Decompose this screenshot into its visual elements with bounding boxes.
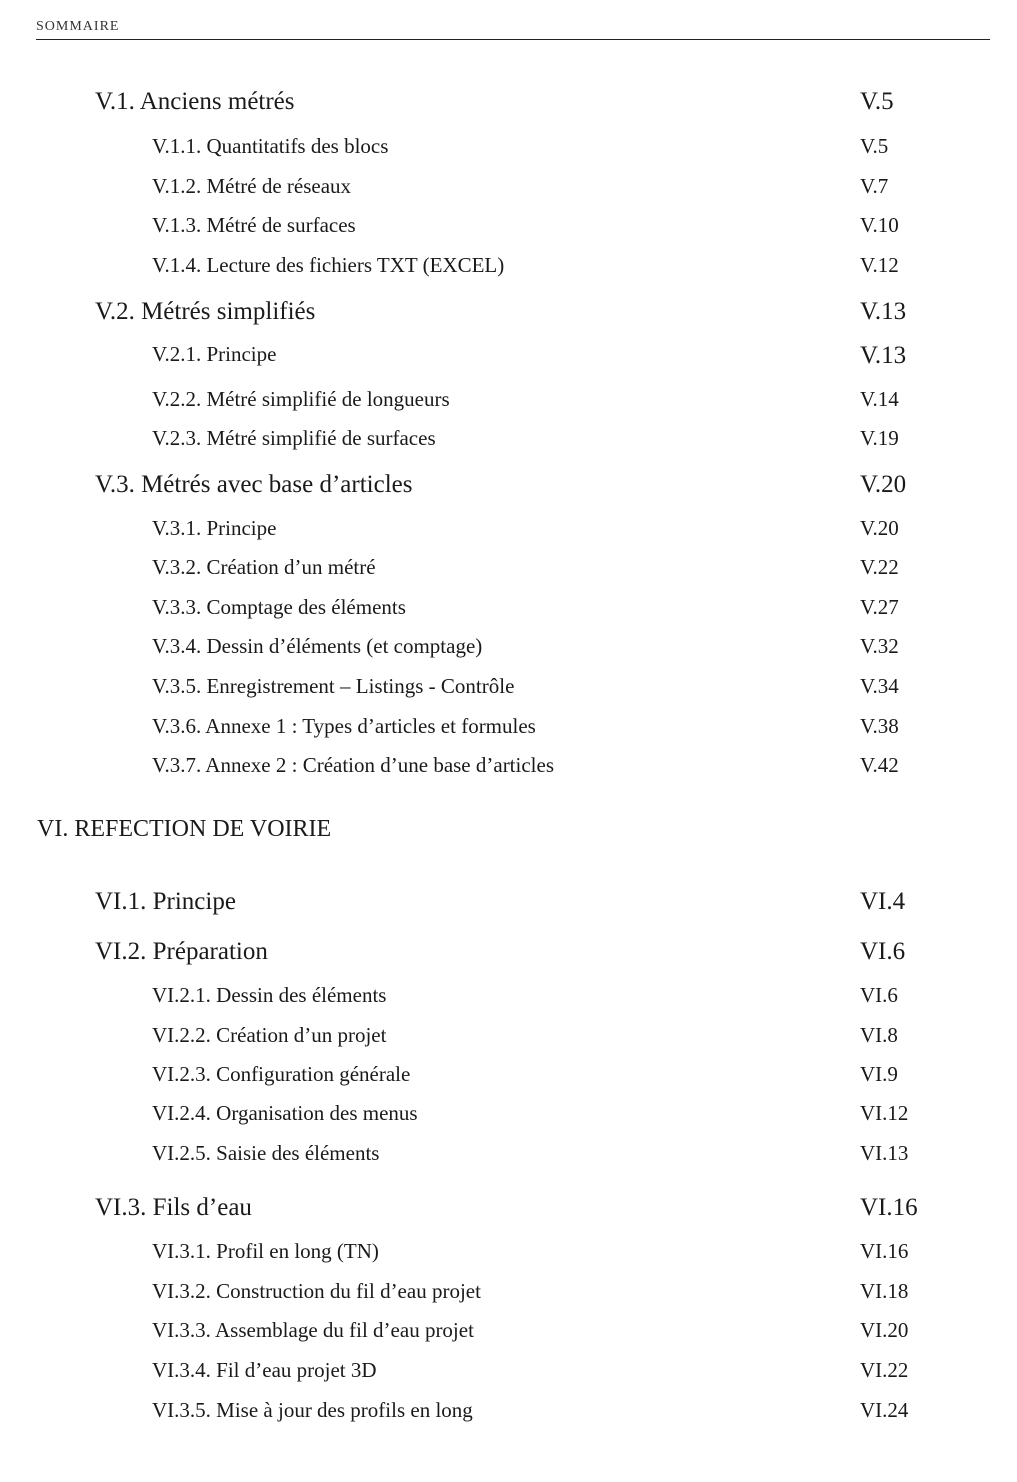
toc-entry-label[interactable]: V.2. Métrés simplifiés — [95, 298, 316, 325]
toc-entry-label[interactable]: V.3.6. Annexe 1 : Types d’articles et formules — [152, 714, 536, 738]
toc-entry-page: VI.13 — [860, 1141, 909, 1165]
toc-entry-page: V.32 — [860, 634, 899, 658]
toc-entry-page: VI.16 — [860, 1239, 909, 1263]
toc-entry-page: V.20 — [860, 471, 907, 498]
toc-entry-page: VI.12 — [860, 1101, 909, 1125]
toc-entry-page: V.42 — [860, 753, 899, 777]
toc-entry-page: VI.20 — [860, 1318, 909, 1342]
toc-entry-label[interactable]: V.2.3. Métré simplifié de surfaces — [152, 426, 436, 450]
toc-entry-page: V.13 — [860, 298, 907, 325]
toc-entry-label[interactable]: V.1.4. Lecture des fichiers TXT (EXCEL) — [152, 253, 505, 277]
toc-entry-label[interactable]: VI.2.4. Organisation des menus — [152, 1101, 418, 1125]
toc-entry-label[interactable]: VI.3.4. Fil d’eau projet 3D — [152, 1358, 377, 1382]
toc-entry-label[interactable]: VI.1. Principe — [95, 888, 236, 915]
toc-entry-page: VI.4 — [860, 888, 906, 915]
toc-entry-label[interactable]: V.2.2. Métré simplifié de longueurs — [152, 387, 450, 411]
toc-entry-page: V.34 — [860, 674, 899, 698]
toc-entry-page: V.19 — [860, 426, 899, 450]
header-title: SOMMAIRE — [36, 20, 120, 30]
toc-entry-label[interactable]: V.3.4. Dessin d’éléments (et comptage) — [152, 634, 483, 658]
toc-entry-page: VI.9 — [860, 1062, 898, 1086]
toc-entry-label[interactable]: VI.2.3. Configuration générale — [152, 1062, 411, 1086]
toc-entry-label[interactable]: V.3.2. Création d’un métré — [152, 555, 376, 579]
toc-entry-page: V.22 — [860, 555, 899, 579]
toc-entry-label[interactable]: V.3.3. Comptage des éléments — [152, 595, 406, 619]
toc-entry-page: V.13 — [860, 342, 907, 369]
toc-entry-page: V.10 — [860, 213, 899, 237]
toc-entry-page: V.27 — [860, 595, 899, 619]
toc-entry-label[interactable]: V.3.1. Principe — [152, 516, 277, 540]
toc-entry-page: VI.6 — [860, 983, 898, 1007]
toc-entry-page: V.7 — [860, 174, 889, 198]
toc-entry-label[interactable]: VI.3. Fils d’eau — [95, 1194, 252, 1221]
toc-entry-page: VI.8 — [860, 1023, 898, 1047]
toc-entry-label[interactable]: VI.2.2. Création d’un projet — [152, 1023, 387, 1047]
toc-entry-page: VI.24 — [860, 1398, 909, 1422]
toc-entry-label[interactable]: V.3.5. Enregistrement – Listings - Contrôle — [152, 674, 515, 698]
toc-entry-label[interactable]: V.1.2. Métré de réseaux — [152, 174, 352, 198]
toc-entry-label[interactable]: V.3. Métrés avec base d’articles — [95, 471, 413, 498]
toc-entry-page: V.5 — [860, 134, 889, 158]
toc-entry-label[interactable]: VI.2.1. Dessin des éléments — [152, 983, 387, 1007]
toc-entry-page: V.5 — [860, 88, 894, 115]
chapter-heading[interactable]: VI. REFECTION DE VOIRIE — [37, 816, 332, 842]
toc-entry-label[interactable]: VI.3.3. Assemblage du fil d’eau projet — [152, 1318, 474, 1342]
toc-entry-page: VI.16 — [860, 1194, 918, 1221]
toc-entry-label[interactable]: VI.3.2. Construction du fil d’eau projet — [152, 1279, 481, 1303]
toc-entry-label[interactable]: V.1.3. Métré de surfaces — [152, 213, 356, 237]
toc-entry-label[interactable]: VI.2. Préparation — [95, 938, 268, 965]
toc-entry-label[interactable]: VI.2.5. Saisie des éléments — [152, 1141, 380, 1165]
toc-entry-label[interactable]: V.2.1. Principe — [152, 342, 277, 366]
toc-entry-page: V.20 — [860, 516, 899, 540]
toc-entry-label[interactable]: VI.3.5. Mise à jour des profils en long — [152, 1398, 473, 1422]
toc-entry-page: VI.22 — [860, 1358, 909, 1382]
toc-entry-label[interactable]: VI.3.1. Profil en long (TN) — [152, 1239, 379, 1263]
toc-entry-page: V.12 — [860, 253, 899, 277]
toc-entry-label[interactable]: V.1. Anciens métrés — [95, 88, 295, 115]
toc-entry-page: VI.18 — [860, 1279, 909, 1303]
toc-entry-label[interactable]: V.3.7. Annexe 2 : Création d’une base d’articles — [152, 753, 555, 777]
toc-entry-page: VI.6 — [860, 938, 906, 965]
toc-entry-page: V.14 — [860, 387, 899, 411]
toc-entry-label[interactable]: V.1.1. Quantitatifs des blocs — [152, 134, 389, 158]
toc-entry-page: V.38 — [860, 714, 899, 738]
